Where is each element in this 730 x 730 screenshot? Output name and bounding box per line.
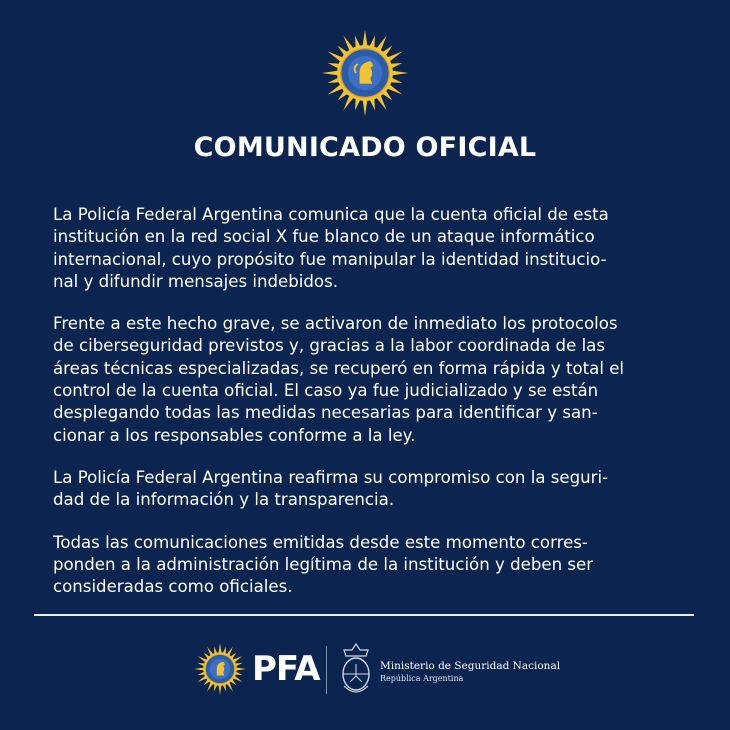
text-line: Todas las comunicaciones emitidas desde este momento corres-	[53, 532, 588, 552]
text-line: internacional, cuyo propósito fue manipular la identidad institucio-	[53, 249, 607, 269]
footer-separator	[326, 646, 327, 694]
text-line: control de la cuenta oficial. El caso ya fue judicializado y se están	[53, 381, 599, 401]
badge-ray	[236, 668, 246, 671]
badge-ray	[194, 668, 204, 671]
divider	[34, 614, 694, 616]
page-title: COMUNICADO OFICIAL	[193, 132, 537, 163]
paragraph	[53, 467, 683, 512]
badge-ray	[363, 30, 368, 46]
national-shield-icon	[338, 642, 374, 698]
pfa-logo-text: PFA	[252, 649, 320, 689]
ministry-subtitle: República Argentina	[380, 674, 464, 683]
text-line: de ciberseguridad previstos y, gracias a la labor coordinada de las	[53, 336, 605, 356]
paragraph	[53, 204, 683, 293]
badge-ray	[322, 71, 338, 76]
ministry-name: Ministerio de Seguridad Nacional	[380, 660, 561, 672]
announcement-body	[53, 204, 683, 618]
badge-ray	[363, 100, 368, 116]
text-line: desplegando todas las medidas necesarias para identificar y san-	[53, 403, 598, 423]
text-line: ponden a la administración legítima de la institución y deben ser	[53, 554, 594, 574]
text-line: dad de la información y la transparencia.	[53, 490, 395, 510]
text-line: La Policía Federal Argentina reafirma su compromiso con la seguri-	[53, 467, 609, 487]
text-line: Frente a este hecho grave, se activaron de inmediato los protocolos	[53, 314, 618, 334]
text-line: áreas técnicas especializadas, se recuperó en forma rápida y total el	[53, 358, 625, 378]
badge-ray	[392, 71, 408, 76]
pfa-badge-icon	[193, 642, 247, 696]
badge-ray	[219, 685, 222, 695]
text-line: nal y difundir mensajes indebidos.	[53, 271, 338, 291]
paragraph	[53, 532, 683, 599]
pfa-star-badge-icon	[320, 28, 410, 118]
footer	[0, 630, 730, 720]
paragraph	[53, 313, 683, 447]
ministry-label	[380, 660, 560, 683]
text-line: cionar a los responsables conforme a la ley.	[53, 425, 416, 445]
badge-ray	[219, 643, 222, 653]
text-line: institución en la red social X fue blanco de un ataque informático	[53, 227, 595, 247]
text-line: La Policía Federal Argentina comunica que la cuenta oficial de esta	[53, 205, 609, 224]
text-line: consideradas como oficiales.	[53, 577, 293, 597]
